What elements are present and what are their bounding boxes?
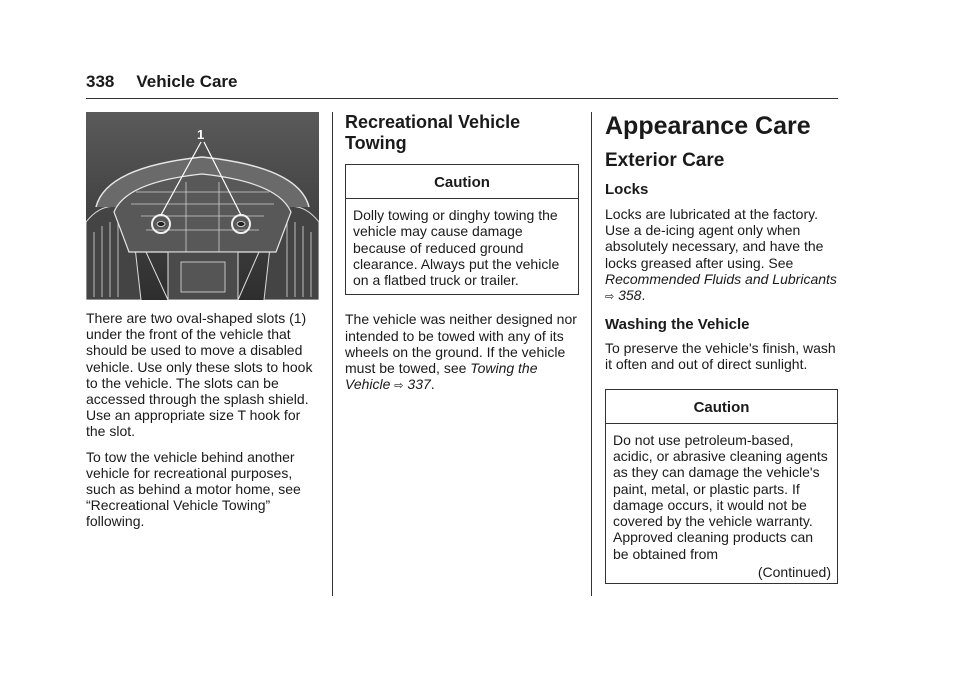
recreational-reference-paragraph: To tow the vehicle behind another vehicle for recreational purposes, such as behind a motor home, see “Recreational Vehicle Towing” following. (86, 448, 301, 530)
towing-page-ref[interactable]: 337 (407, 376, 431, 393)
vehicle-underside-figure (86, 112, 319, 300)
exterior-care-heading: Exterior Care (605, 150, 725, 171)
page-header (86, 72, 238, 92)
section-title: Vehicle Care (136, 72, 238, 91)
towing-text: The vehicle was neither designed nor intended to be towed with any of its wheels on the ground. If the vehicle must be towed, see (345, 311, 577, 377)
figure-callout: 1 (197, 127, 205, 142)
towing-paragraph (345, 311, 579, 394)
middle-column (345, 112, 579, 395)
recreational-towing-heading: Recreational Vehicle Towing (345, 112, 521, 153)
fluids-lubricants-link[interactable]: Recommended Fluids and Lubricants (605, 270, 837, 287)
tow-slots-paragraph: There are two oval-shaped slots (1) under the front of the vehicle that should be used to move a disabled vehicle. Use only these slots to hook to the vehicle. The slots can be accessed through the splash shield. Use an appropriate size T hook for the slot. (86, 310, 313, 440)
continued-label: (Continued) (757, 564, 831, 580)
washing-paragraph: To preserve the vehicle's finish, wash it often and out of direct sunlight. (605, 340, 836, 373)
xref-arrow-icon: ⇨ (394, 380, 404, 393)
caution-box (345, 164, 579, 295)
caution-box (605, 389, 838, 584)
towing-vehicle-link[interactable]: Towing the Vehicle (345, 360, 538, 393)
right-column (605, 112, 838, 584)
xref-arrow-icon: ⇨ (605, 291, 615, 304)
locks-paragraph (605, 206, 838, 305)
locks-text: Locks are lubricated at the factory. Use a de-icing agent only when absolutely necessary, and have the locks greased after using. See (605, 206, 824, 271)
locks-page-ref[interactable]: 358 (618, 287, 642, 304)
page-number: 338 (86, 72, 115, 91)
column-separator (332, 112, 333, 596)
washing-heading: Washing the Vehicle (605, 316, 750, 334)
caution-body: Do not use petroleum-based, acidic, or abrasive cleaning agents as they can damage the vehicle's paint, metal, or plastic parts. If damage occurs, it would not be covered by the vehicle warranty. Approved cleaning products can be obtained from (613, 431, 828, 562)
header-rule (86, 98, 838, 99)
locks-end: . (641, 287, 646, 304)
caution-body: Dolly towing or dinghy towing the vehicle may cause damage because of reduced ground clearance. Always put the vehicle on a flatbed truck or trailer. (353, 207, 560, 289)
column-separator (591, 112, 592, 596)
appearance-care-heading: Appearance Care (605, 112, 811, 140)
caution-title: Caution (606, 390, 837, 424)
caution-title: Caution (346, 165, 578, 199)
locks-heading: Locks (605, 181, 649, 198)
left-column (86, 112, 319, 530)
towing-end: . (430, 376, 435, 393)
